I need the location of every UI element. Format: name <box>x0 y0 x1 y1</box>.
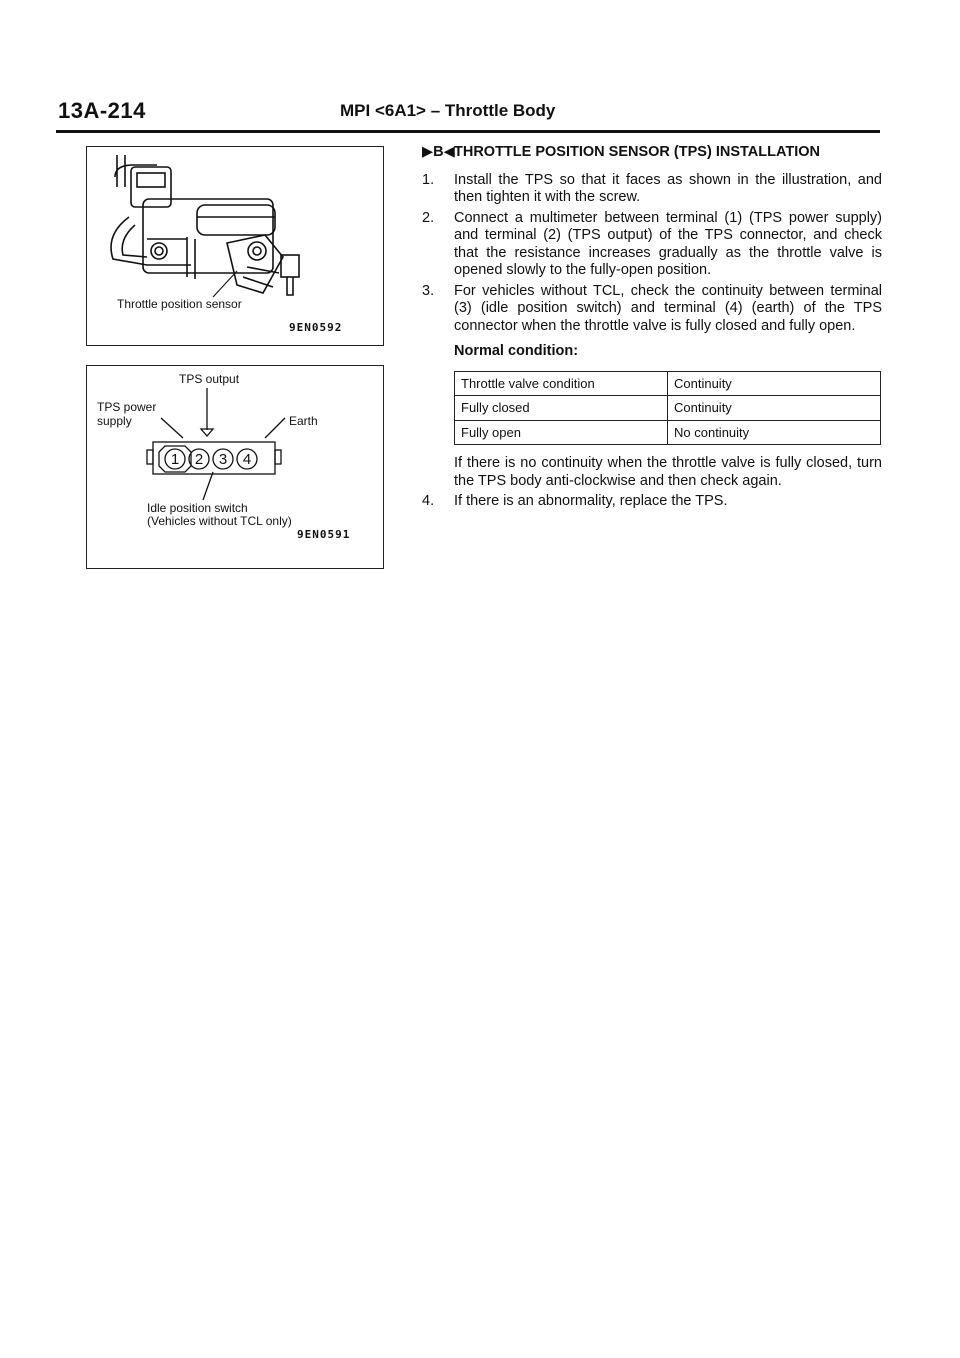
terminal-1-label: 1 <box>170 451 180 468</box>
table-cell: No continuity <box>668 420 881 445</box>
section-heading <box>422 144 882 162</box>
step-text: Install the TPS so that it faces as shown in the illustration, and then tighten it with the screw. <box>454 171 882 205</box>
step-text: Connect a multimeter between terminal (1) (TPS power supply) and terminal (2) (TPS output) of the TPS connector, and check that the resistance increases gradually as the throttle valve is opened slowly to the fully-open position. <box>454 209 882 278</box>
table-row <box>455 420 881 445</box>
terminal-3-label: 3 <box>218 451 228 468</box>
step-2 <box>422 210 882 280</box>
terminal-4-label: 4 <box>242 451 252 468</box>
continuity-table <box>454 371 881 446</box>
step-number: 1. <box>422 171 435 188</box>
step-number: 4. <box>422 493 435 509</box>
step-text: If there is an abnormality, replace the TPS. <box>454 493 728 509</box>
terminal-2-label: 2 <box>194 451 204 468</box>
idle-switch-label-line1: Idle position switch <box>147 501 248 515</box>
throttle-position-sensor-label: Throttle position sensor <box>117 297 242 311</box>
section-marker: ▶B◀ <box>422 144 455 160</box>
step-4 <box>422 493 882 511</box>
step-3 <box>422 283 882 336</box>
table-cell: Fully open <box>455 420 668 445</box>
page-number: 13A-214 <box>58 98 146 123</box>
step-text: For vehicles without TCL, check the continuity between terminal (3) (idle position switch) and terminal (4) (earth) of the TPS connector when the throttle valve is fully closed and fully open. <box>454 282 882 334</box>
earth-label: Earth <box>289 414 318 428</box>
idle-switch-label-line2: (Vehicles without TCL only) <box>147 514 292 528</box>
step-1 <box>422 172 882 207</box>
tps-power-label-line2: supply <box>97 414 132 428</box>
tps-output-label: TPS output <box>179 372 240 386</box>
table-row <box>455 396 881 421</box>
table-cell: Fully closed <box>455 396 668 421</box>
section-title: THROTTLE POSITION SENSOR (TPS) INSTALLATION <box>454 144 820 160</box>
table-header-cell: Throttle valve condition <box>455 371 668 396</box>
step-number: 2. <box>422 209 435 226</box>
figure1-code: 9EN0592 <box>289 321 343 334</box>
note-text: If there is no continuity when the throttle valve is fully closed, turn the TPS body anti-clockwise and then check again. <box>454 455 882 489</box>
procedure-content <box>422 144 882 514</box>
header-rule <box>56 130 880 133</box>
step-number: 3. <box>422 282 435 299</box>
normal-condition-heading: Normal condition: <box>454 343 579 359</box>
table-header-row <box>455 371 881 396</box>
figure2-code: 9EN0591 <box>297 528 351 541</box>
page-header <box>56 98 880 128</box>
page-title: MPI <6A1> – Throttle Body <box>340 101 556 120</box>
table-cell: Continuity <box>668 396 881 421</box>
tps-connector-figure <box>86 365 384 569</box>
throttle-body-figure <box>86 146 384 346</box>
throttle-body-illustration <box>87 147 383 345</box>
tps-power-label-line1: TPS power <box>97 400 157 414</box>
table-header-cell: Continuity <box>668 371 881 396</box>
